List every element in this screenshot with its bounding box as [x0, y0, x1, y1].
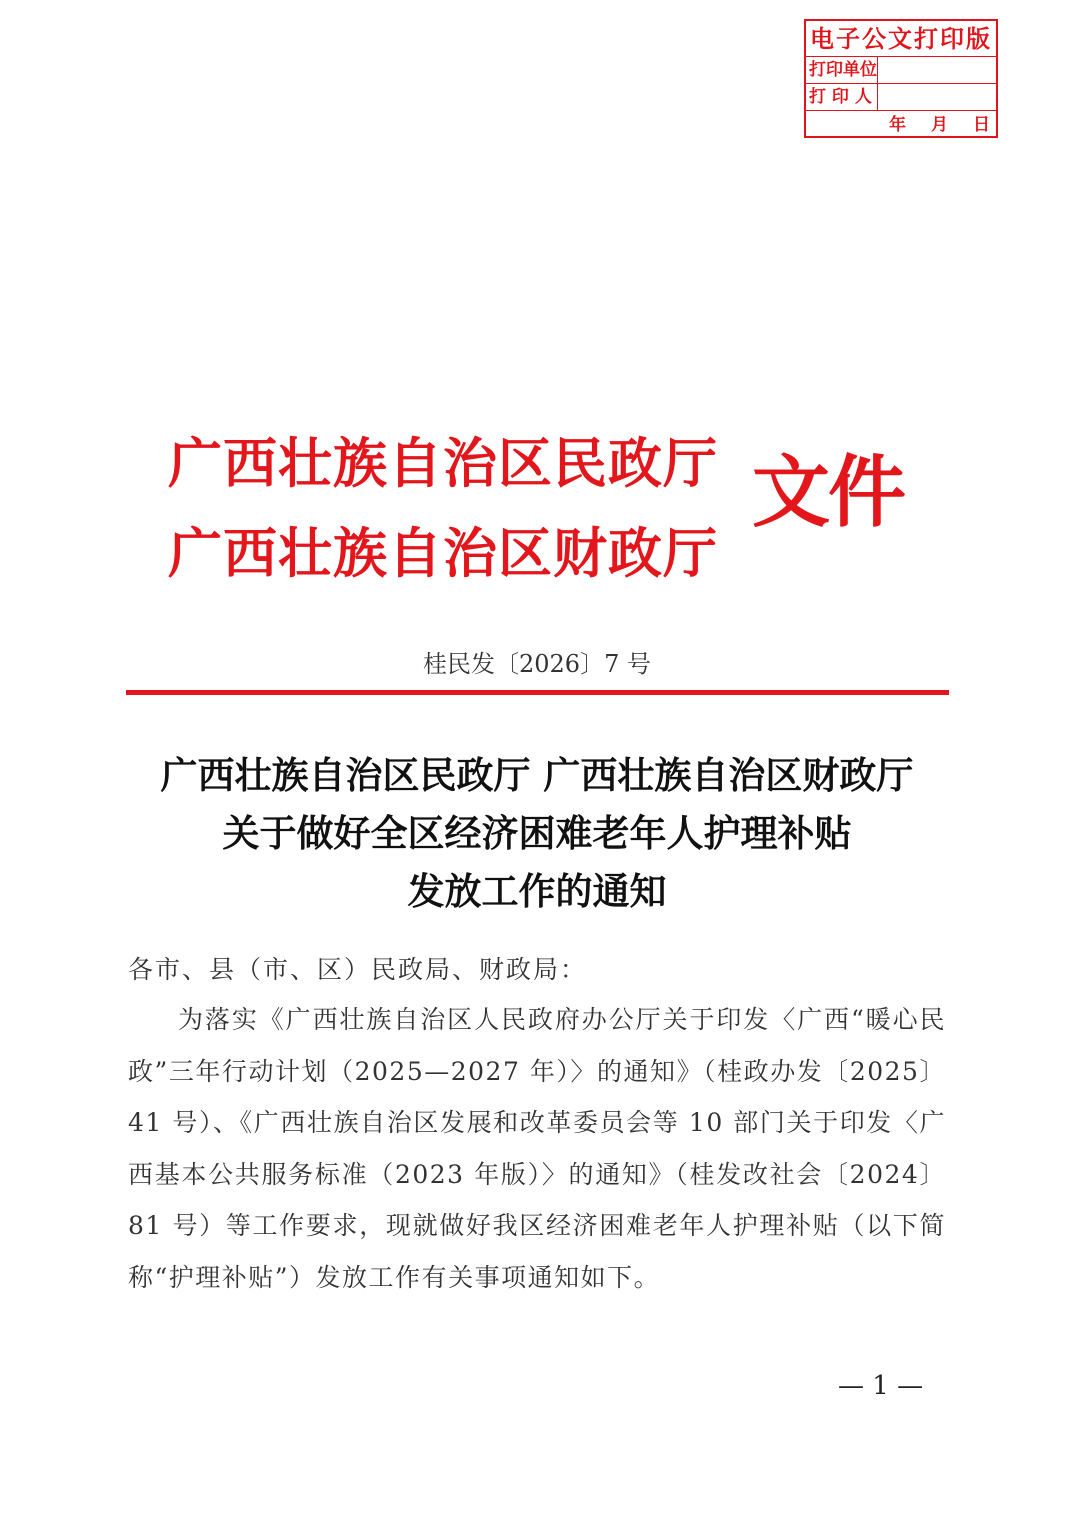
stamp-date-row: [806, 111, 996, 139]
stamp-printer-label: 打 印 人: [806, 84, 878, 110]
issuer-civil-affairs: 广西壮族自治区民政厅: [168, 431, 718, 495]
stamp-title: 电子公文打印版: [806, 21, 996, 57]
title-line-3: 发放工作的通知: [407, 869, 667, 913]
title-line-2: 关于做好全区经济困难老年人护理补贴: [222, 811, 852, 855]
issuer-block: [168, 418, 718, 598]
doc-number: 桂民发〔2026〕7 号: [423, 650, 651, 678]
issuer-finance: 广西壮族自治区财政厅: [168, 521, 718, 585]
doc-word: 文件: [752, 447, 905, 538]
title-line-1: 广西壮族自治区民政厅 广西壮族自治区财政厅: [160, 753, 914, 797]
stamp-printer-value: [878, 84, 996, 110]
stamp-unit-value: [878, 57, 996, 83]
stamp-unit-label: 打印单位: [806, 57, 878, 83]
stamp-month: 月: [931, 115, 948, 135]
stamp-day: 日: [973, 115, 990, 135]
page-number: — 1 —: [838, 1371, 924, 1401]
red-separator-line: [126, 690, 949, 695]
stamp-row-unit: [806, 57, 996, 84]
stamp-row-printer: [806, 84, 996, 111]
electronic-print-stamp: [804, 19, 998, 138]
stamp-year: 年: [889, 115, 906, 135]
document-title: [110, 746, 964, 920]
body-paragraph: 为落实《广西壮族自治区人民政府办公厅关于印发〈广西“暖心民政”三年行动计划（2025—2027 年）〉的通知》（桂政办发〔2025〕41 号）、《广西壮族自治区发展和改革委员会等 10 部门关于印发〈广西基本公共服务标准（2023 年版）〉的通知》（桂发改社会〔2024〕81 号）等工作要求，现就做好我区经济困难老年人护理补贴（以下简称“护理补贴”）发放工作有关事项通知如下。: [128, 1005, 946, 1292]
addressee: 各市、县（市、区）民政局、财政局：: [128, 955, 588, 984]
